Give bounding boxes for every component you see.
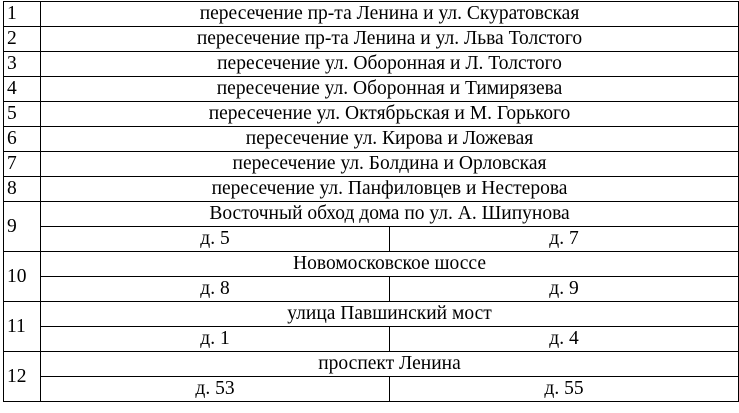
house-number-right-text: д. 7 (549, 228, 579, 249)
row-number: 3 (4, 52, 41, 77)
location-text: пересечение ул. Оборонная и Л. Толстого (41, 52, 739, 77)
location-text: пересечение пр-та Ленина и ул. Скуратовская (41, 2, 739, 27)
row-number: 1 (4, 2, 41, 27)
location-text: пересечение ул. Оборонная и Тимирязева (41, 77, 739, 102)
table-row (4, 102, 739, 127)
house-number-left-text: д. 8 (200, 278, 230, 299)
table-subrow (4, 327, 739, 352)
house-number-left (41, 227, 390, 252)
house-number-left (41, 277, 390, 302)
table-row (4, 352, 739, 377)
row-number: 12 (4, 352, 41, 402)
table-row (4, 127, 739, 152)
house-number-right-text: д. 55 (544, 378, 584, 399)
location-text: пересечение ул. Панфиловцев и Нестерова (41, 177, 739, 202)
location-text: пересечение ул. Октябрьская и М. Горького (41, 102, 739, 127)
table-subrow (4, 377, 739, 402)
location-text: Восточный обход дома по ул. А. Шипунова (41, 202, 739, 227)
row-number: 7 (4, 152, 41, 177)
table-row (4, 77, 739, 102)
house-number-right (390, 227, 739, 252)
house-number-left (41, 377, 390, 402)
table-row (4, 2, 739, 27)
table-row (4, 52, 739, 77)
table-row (4, 177, 739, 202)
table-row (4, 252, 739, 277)
table-row (4, 302, 739, 327)
row-number: 11 (4, 302, 41, 352)
location-text: пересечение ул. Кирова и Ложевая (41, 127, 739, 152)
house-number-left-text: д. 53 (195, 378, 235, 399)
row-number: 6 (4, 127, 41, 152)
row-number: 9 (4, 202, 41, 252)
house-number-right (390, 377, 739, 402)
house-number-right-text: д. 9 (549, 278, 579, 299)
location-text: улица Павшинский мост (41, 302, 739, 327)
location-text: пересечение ул. Болдина и Орловская (41, 152, 739, 177)
location-text: проспект Ленина (41, 352, 739, 377)
table-subrow (4, 277, 739, 302)
row-number: 10 (4, 252, 41, 302)
house-number-left (41, 327, 390, 352)
locations-table (3, 1, 739, 402)
house-number-right (390, 277, 739, 302)
table-row (4, 202, 739, 227)
table-subrow (4, 227, 739, 252)
location-text: Новомосковское шоссе (41, 252, 739, 277)
house-number-left-text: д. 5 (200, 228, 230, 249)
house-number-right-text: д. 4 (549, 328, 579, 349)
house-number-right (390, 327, 739, 352)
table-row (4, 152, 739, 177)
house-number-left-text: д. 1 (200, 328, 230, 349)
row-number: 5 (4, 102, 41, 127)
location-text: пересечение пр-та Ленина и ул. Льва Толстого (41, 27, 739, 52)
row-number: 2 (4, 27, 41, 52)
table-row (4, 27, 739, 52)
row-number: 8 (4, 177, 41, 202)
row-number: 4 (4, 77, 41, 102)
